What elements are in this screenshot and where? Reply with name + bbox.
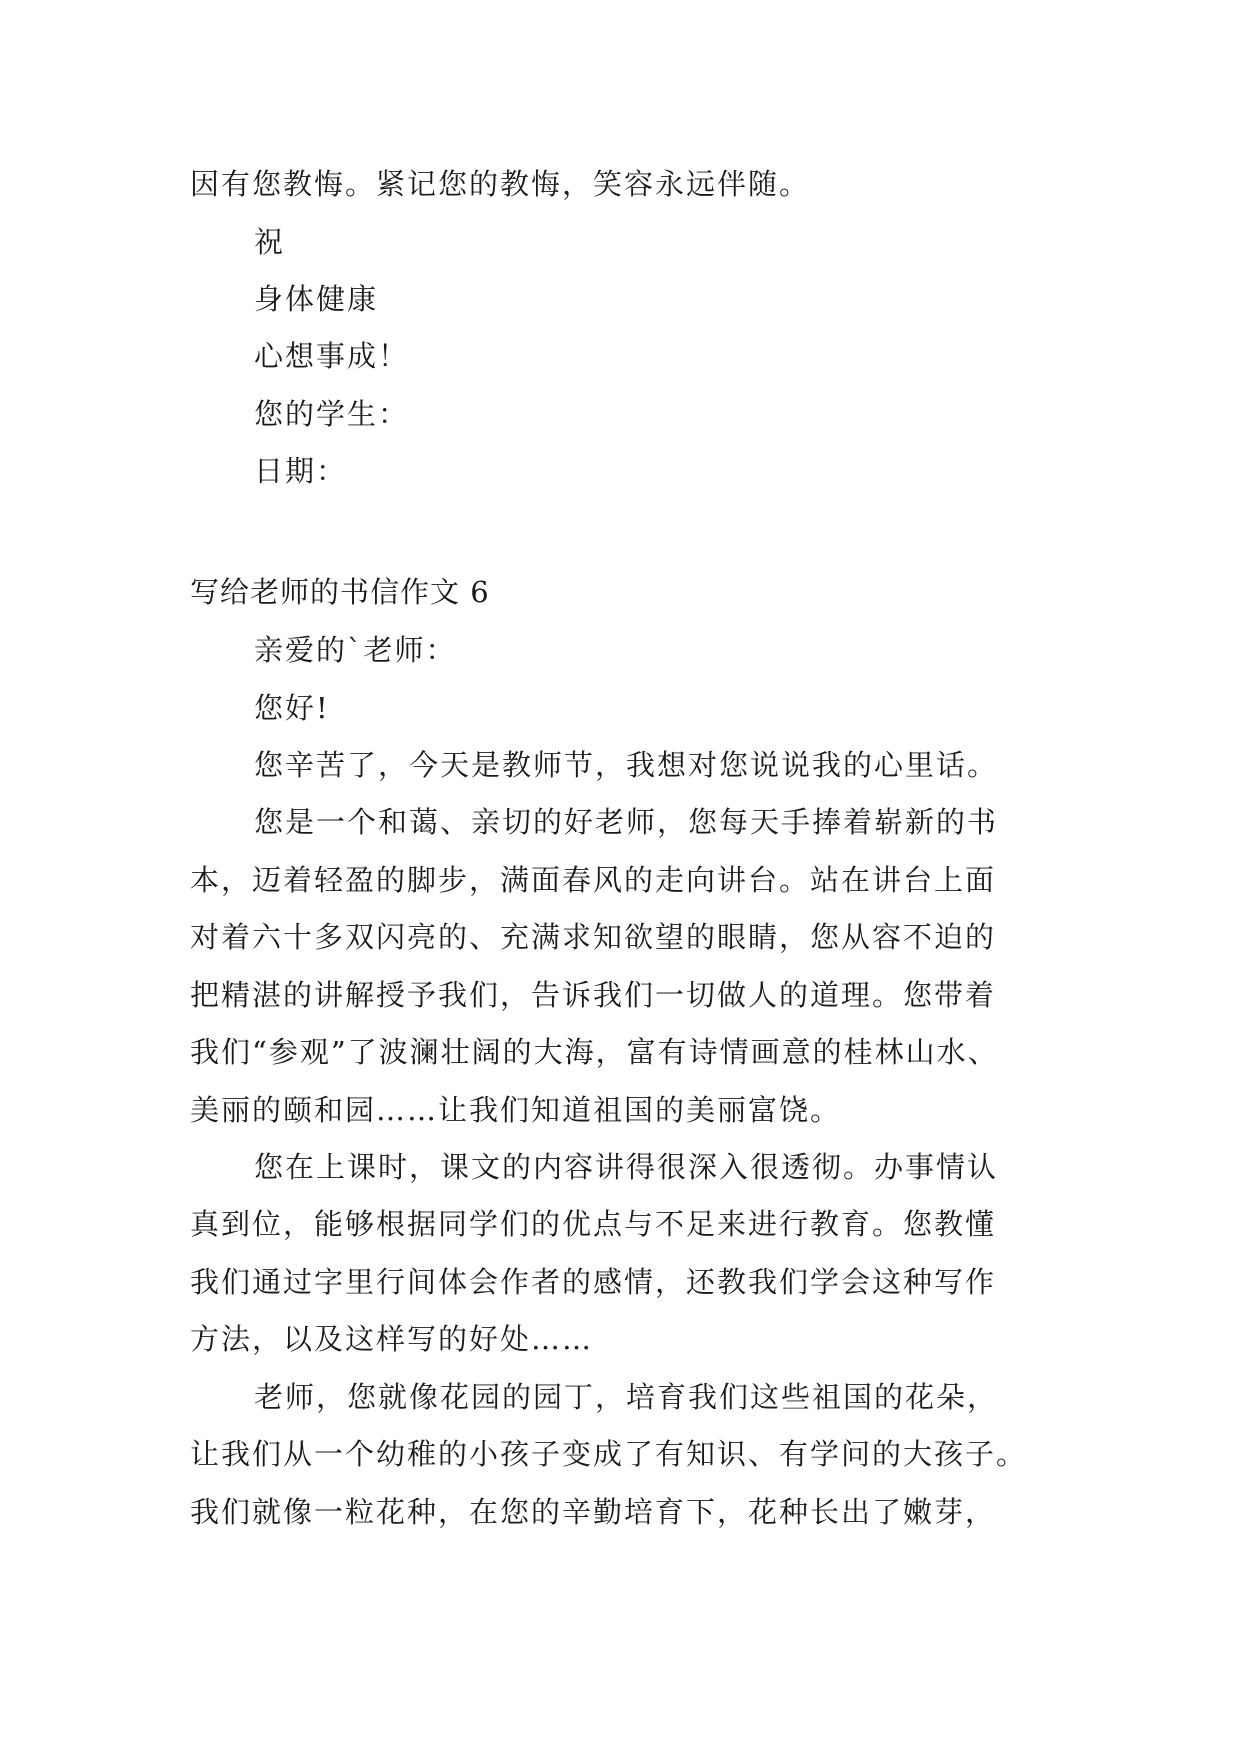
section-title: 写给老师的书信作文 6 — [190, 575, 490, 609]
text-line: 因有您教悔。紧记您的教悔，笑容永远伴随。 — [190, 167, 811, 201]
date-line: 日期： — [254, 454, 348, 488]
closing-wish-line: 身体健康 — [254, 282, 379, 316]
closing-wish: 祝 — [254, 225, 286, 259]
greeting: 您好! — [254, 691, 330, 725]
paragraph-line: 我们就像一粒花种，在您的辛勤培育下，花种长出了嫩芽， — [190, 1495, 997, 1529]
paragraph-line: 让我们从一个幼稚的小孩子变成了有知识、有学问的大孩子。 — [190, 1437, 1028, 1471]
closing-wish-line: 心想事成！ — [254, 339, 410, 373]
paragraph-line: 对着六十多双闪亮的、充满求知欲望的眼睛，您从容不迫的 — [190, 920, 997, 954]
paragraph-line: 方法，以及这样写的好处…… — [190, 1322, 594, 1356]
paragraph-line: 把精湛的讲解授予我们，告诉我们一切做人的道理。您带着 — [190, 978, 997, 1012]
paragraph-line: 我们“参观”了波澜壮阔的大海，富有诗情画意的桂林山水、 — [190, 1035, 999, 1069]
paragraph-line: 真到位，能够根据同学们的优点与不足来进行教育。您教懂 — [190, 1207, 997, 1241]
paragraph-line: 美丽的颐和园……让我们知道祖国的美丽富饶。 — [190, 1093, 842, 1127]
paragraph-line: 您在上课时，课文的内容讲得很深入很透彻。办事情认 — [254, 1150, 999, 1184]
paragraph-line: 您是一个和蔼、亲切的好老师，您每天手捧着崭新的书 — [254, 805, 999, 839]
paragraph-line: 我们通过字里行间体会作者的感情，还教我们学会这种写作 — [190, 1265, 997, 1299]
salutation: 亲爱的`老师： — [254, 633, 457, 667]
paragraph-line: 老师，您就像花园的园丁，培育我们这些祖国的花朵， — [254, 1380, 999, 1414]
paragraph-line: 您辛苦了，今天是教师节，我想对您说说我的心里话。 — [254, 748, 999, 782]
signature-line: 您的学生： — [254, 397, 410, 431]
paragraph-line: 本，迈着轻盈的脚步，满面春风的走向讲台。站在讲台上面 — [190, 863, 997, 897]
